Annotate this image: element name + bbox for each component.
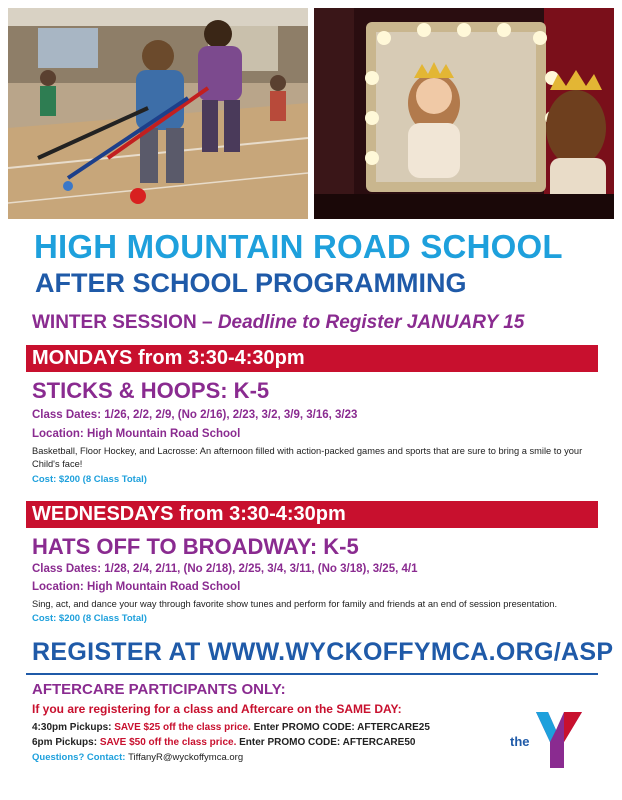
- pickup-6pm-savings: SAVE $50 off the class price.: [99, 737, 237, 748]
- logo-the-text: the: [510, 734, 530, 749]
- ymca-logo: [508, 710, 588, 770]
- program-title: AFTER SCHOOL PROGRAMMING: [35, 268, 467, 298]
- pickup-430-promo: Enter PROMO CODE: AFTERCARE25: [250, 722, 430, 733]
- contact-email-link[interactable]: TiffanyR@wyckoffymca.org: [128, 752, 244, 763]
- pickup-430-label: 4:30pm Pickups:: [32, 722, 115, 733]
- wednesday-bar: WEDNESDAYS from 3:30-4:30pm: [26, 501, 598, 528]
- pickup-6pm-line: [32, 737, 415, 748]
- aftercare-subtitle: If you are registering for a class and Aftercare on the SAME DAY:: [32, 702, 402, 716]
- wednesday-location: Location: High Mountain Road School: [32, 581, 241, 593]
- register-underline: [26, 673, 598, 675]
- crown-mirror-photo: [314, 8, 614, 219]
- wednesday-class-dates: Class Dates: 1/28, 2/4, 2/11, (No 2/18), 2/25, 3/4, 3/11, (No 3/18), 3/25, 4/1: [32, 563, 418, 575]
- pickup-430-line: [32, 722, 430, 733]
- logo-ymca-text: YMCA: [564, 747, 570, 762]
- hockey-kids-photo: [8, 8, 308, 219]
- wednesday-class-title: HATS OFF TO BROADWAY: K-5: [32, 534, 359, 559]
- register-link[interactable]: REGISTER AT WWW.WYCKOFFYMCA.ORG/ASP: [32, 638, 614, 666]
- wednesday-description: Sing, act, and dance your way through favorite show tunes and perform for family and friends at an end of session presentation.: [32, 599, 558, 609]
- aftercare-title: AFTERCARE PARTICIPANTS ONLY:: [32, 681, 286, 698]
- monday-location: Location: High Mountain Road School: [32, 428, 241, 440]
- school-title: HIGH MOUNTAIN ROAD SCHOOL: [34, 228, 563, 265]
- session-line: [32, 312, 524, 334]
- pickup-6pm-promo: Enter PROMO CODE: AFTERCARE50: [236, 737, 416, 748]
- wednesday-cost: Cost: $200 (8 Class Total): [32, 613, 147, 624]
- monday-cost: Cost: $200 (8 Class Total): [32, 474, 147, 485]
- monday-description: Basketball, Floor Hockey, and Lacrosse: An afternoon filled with action-packed games and sports that are sure to bring a smile to your Child's face!: [32, 446, 583, 469]
- contact-label: Questions? Contact:: [32, 752, 129, 763]
- session-prefix: WINTER SESSION –: [32, 312, 218, 333]
- contact-line: [32, 752, 243, 763]
- monday-class-dates: Class Dates: 1/26, 2/2, 2/9, (No 2/16), 2/23, 3/2, 3/9, 3/16, 3/23: [32, 409, 358, 421]
- pickup-430-savings: SAVE $25 off the class price.: [114, 722, 251, 733]
- pickup-6pm-label: 6pm Pickups:: [32, 737, 100, 748]
- monday-class-title: STICKS & HOOPS: K-5: [32, 378, 270, 403]
- register-deadline: Deadline to Register JANUARY 15: [217, 312, 525, 333]
- monday-bar: MONDAYS from 3:30-4:30pm: [26, 345, 598, 372]
